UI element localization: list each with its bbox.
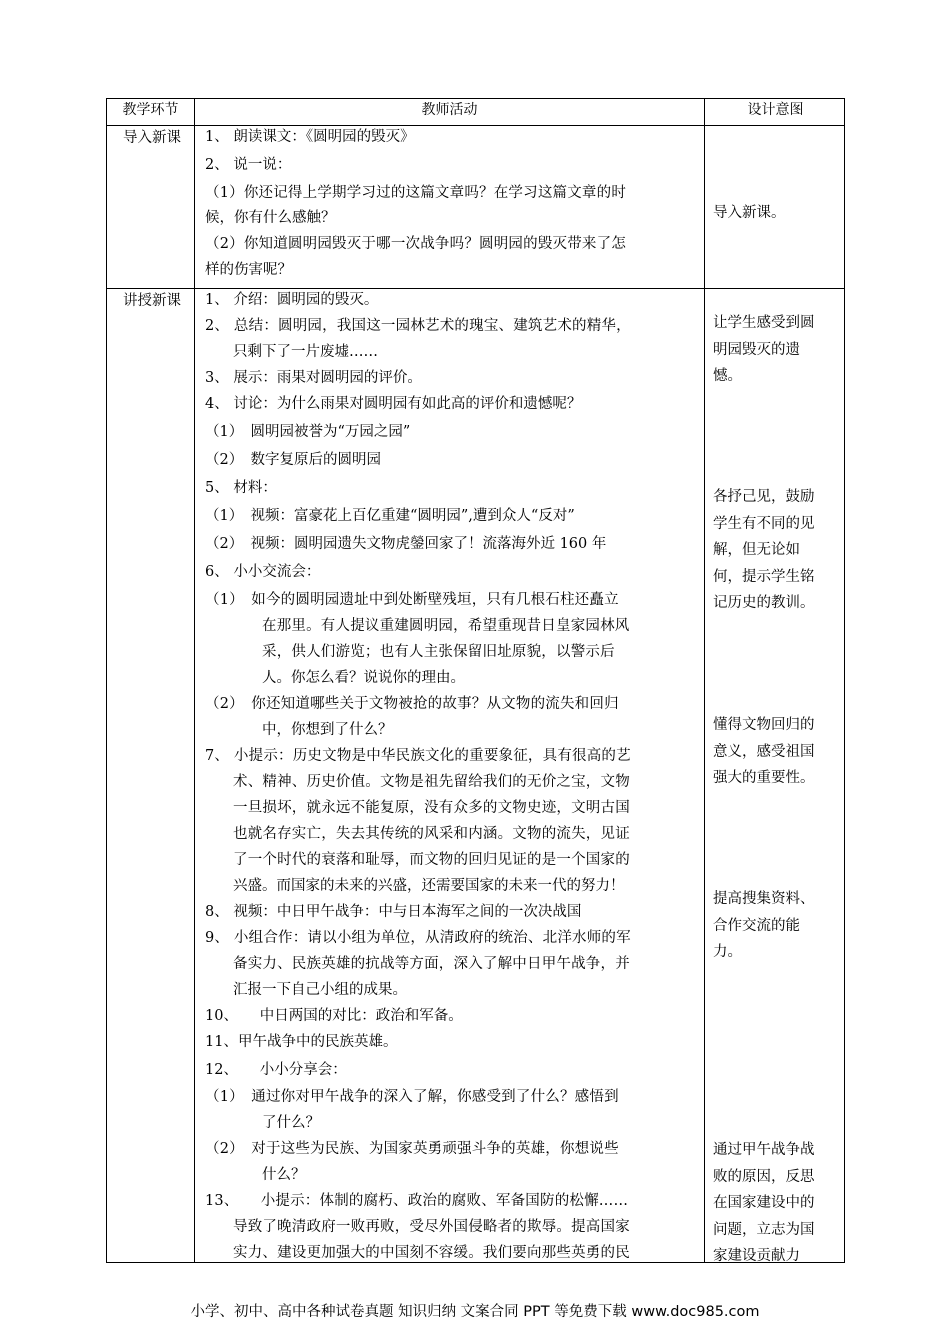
note-line: 强大的重要性。 bbox=[713, 770, 815, 786]
note-line: 意义，感受祖国 bbox=[713, 743, 815, 760]
activity-line: 术、精神、历史价值。文物是祖先留给我们的无价之宝，文物 bbox=[233, 774, 630, 790]
design-note-cooperation bbox=[713, 886, 840, 966]
note-line: 问题，立志为国 bbox=[713, 1221, 815, 1238]
note-line: 在国家建设中的 bbox=[713, 1195, 815, 1211]
activity-line: （1） 圆明园被誉为“万园之园” bbox=[205, 424, 411, 440]
activity-line: 10、 中日两国的对比：政治和军备。 bbox=[205, 1008, 463, 1024]
section-label-new-lesson: 讲授新课 bbox=[123, 293, 181, 309]
activity-line: 5、 材料： bbox=[205, 480, 277, 496]
note-line: 通过甲午战争战 bbox=[713, 1142, 815, 1158]
note-line: 提高搜集资料、 bbox=[713, 891, 815, 907]
activity-line: 了什么？ bbox=[262, 1115, 320, 1131]
activity-line: 中，你想到了什么？ bbox=[262, 722, 393, 738]
activity-line: 2、 总结：圆明园，我国这一园林艺术的瑰宝、建筑艺术的精华， bbox=[205, 318, 631, 334]
note-line: 何，提示学生铭 bbox=[713, 568, 815, 585]
column-divider bbox=[704, 99, 705, 1262]
activity-line: （1） 视频：富豪花上百亿重建“圆明园”,遭到众人“反对” bbox=[205, 508, 575, 524]
note-line: 解，但无论如 bbox=[713, 542, 800, 558]
activity-line: 一旦损坏，就永远不能复原，没有众多的文物史迹，文明古国 bbox=[233, 800, 630, 816]
activity-line: （2） 你还知道哪些关于文物被抢的故事？从文物的流失和回归 bbox=[205, 696, 619, 712]
activity-line: 只剩下了一片废墟…… bbox=[233, 344, 378, 360]
design-note-discussion bbox=[713, 484, 840, 617]
activity-line: （2） 数字复原后的圆明园 bbox=[205, 452, 381, 468]
activity-line: 1、 介绍：圆明园的毁灭。 bbox=[205, 292, 379, 308]
column-divider bbox=[194, 99, 195, 1262]
activity-line: 12、 小小分享会： bbox=[205, 1062, 347, 1078]
activity-line: （1） 通过你对甲午战争的深入了解，你感受到了什么？感悟到 bbox=[205, 1089, 619, 1105]
header-teacher-activity: 教师活动 bbox=[421, 102, 478, 118]
activity-line: （2） 视频：圆明园遗失文物虎鎣回家了！流落海外近 160 年 bbox=[205, 536, 607, 552]
activity-line: 在那里。有人提议重建圆明园，希望重现昔日皇家园林风 bbox=[262, 618, 630, 634]
activity-line: 1、 朗读课文：《圆明园的毁灭》 bbox=[205, 129, 415, 145]
activity-line: 也就名存实亡，失去其传统的风采和内涵。文物的流失，见证 bbox=[233, 826, 630, 842]
activity-line: 导致了晚清政府一败再败，受尽外国侵略者的欺辱。提高国家 bbox=[233, 1219, 630, 1235]
activity-line: 13、 小提示：体制的腐朽、政治的腐败、军备国防的松懈…… bbox=[205, 1193, 629, 1209]
activity-line: （2）你知道圆明园毁灭于哪一次战争吗？圆明园的毁灭带来了怎 bbox=[205, 236, 627, 252]
note-line: 憾。 bbox=[713, 368, 742, 384]
note-line: 学生有不同的见 bbox=[713, 515, 815, 532]
activity-line: 样的伤害呢？ bbox=[205, 262, 292, 278]
activity-line: 什么？ bbox=[262, 1167, 306, 1183]
activity-line: 采，供人们游览；也有人主张保留旧址原貌，以警示后 bbox=[262, 644, 615, 660]
activity-line: 4、 讨论：为什么雨果对圆明园有如此高的评价和遗憾呢？ bbox=[205, 396, 582, 412]
design-note-reflection bbox=[713, 1137, 840, 1270]
activity-line: （1）你还记得上学期学习过的这篇文章吗？在学习这篇文章的时 bbox=[205, 185, 627, 201]
activity-line: 3、 展示：雨果对圆明园的评价。 bbox=[205, 370, 422, 386]
design-note-relic-return bbox=[713, 712, 840, 792]
activity-line: 实力、建设更加强大的中国刻不容缓。我们要向那些英勇的民 bbox=[233, 1245, 630, 1261]
activity-line: 6、 小小交流会： bbox=[205, 564, 321, 580]
header-design-intent: 设计意图 bbox=[747, 102, 804, 118]
activity-line: 人。你怎么看？说说你的理由。 bbox=[262, 670, 465, 686]
activity-line: 11、甲午战争中的民族英雄。 bbox=[205, 1034, 398, 1050]
activity-line: 备实力、民族英雄的抗战等方面，深入了解中日甲午战争，并 bbox=[233, 956, 630, 972]
activity-line: 9、 小组合作：请以小组为单位，从清政府的统治、北洋水师的军 bbox=[205, 930, 631, 946]
activity-line: （2） 对于这些为民族、为国家英勇顽强斗争的英雄，你想说些 bbox=[205, 1141, 619, 1157]
design-note-feel-loss bbox=[713, 310, 840, 390]
note-line: 合作交流的能 bbox=[713, 917, 800, 934]
activity-line: 汇报一下自己小组的成果。 bbox=[233, 982, 407, 998]
activity-line: （1） 如今的圆明园遗址中到处断壁残垣，只有几根石柱还矗立 bbox=[205, 592, 619, 608]
activity-line: 候，你有什么感触？ bbox=[205, 210, 336, 226]
page-footer: 小学、初中、高中各种试卷真题 知识归纳 文案合同 PPT 等免费下载 www.doc985.com bbox=[190, 1304, 760, 1320]
activity-line: 了一个时代的衰落和耻辱，而文物的回归见证的是一个国家的 bbox=[233, 852, 630, 868]
design-note-intro bbox=[713, 200, 840, 227]
header-teaching-stage: 教学环节 bbox=[122, 102, 179, 118]
lesson-plan-table bbox=[106, 98, 845, 1263]
note-line: 家建设贡献力 bbox=[713, 1248, 800, 1264]
note-line: 各抒己见，鼓励 bbox=[713, 489, 815, 505]
section-label-intro: 导入新课 bbox=[123, 130, 181, 146]
activity-line: 8、 视频：中日甲午战争：中与日本海军之间的一次决战国 bbox=[205, 904, 582, 920]
note-line: 记历史的教训。 bbox=[713, 595, 815, 611]
activity-line: 2、 说一说： bbox=[205, 157, 292, 173]
note-line: 败的原因，反思 bbox=[713, 1168, 815, 1185]
activity-line: 7、 小提示：历史文物是中华民族文化的重要象征，具有很高的艺 bbox=[205, 748, 631, 764]
note-line: 力。 bbox=[713, 944, 742, 960]
note-line: 懂得文物回归的 bbox=[713, 717, 815, 733]
activity-line: 兴盛。而国家的未来的兴盛，还需要国家的未来一代的努力！ bbox=[233, 878, 625, 894]
note-line: 让学生感受到圆 bbox=[713, 315, 815, 331]
note-line: 导入新课。 bbox=[713, 205, 786, 221]
note-line: 明园毁灭的遗 bbox=[713, 341, 800, 358]
